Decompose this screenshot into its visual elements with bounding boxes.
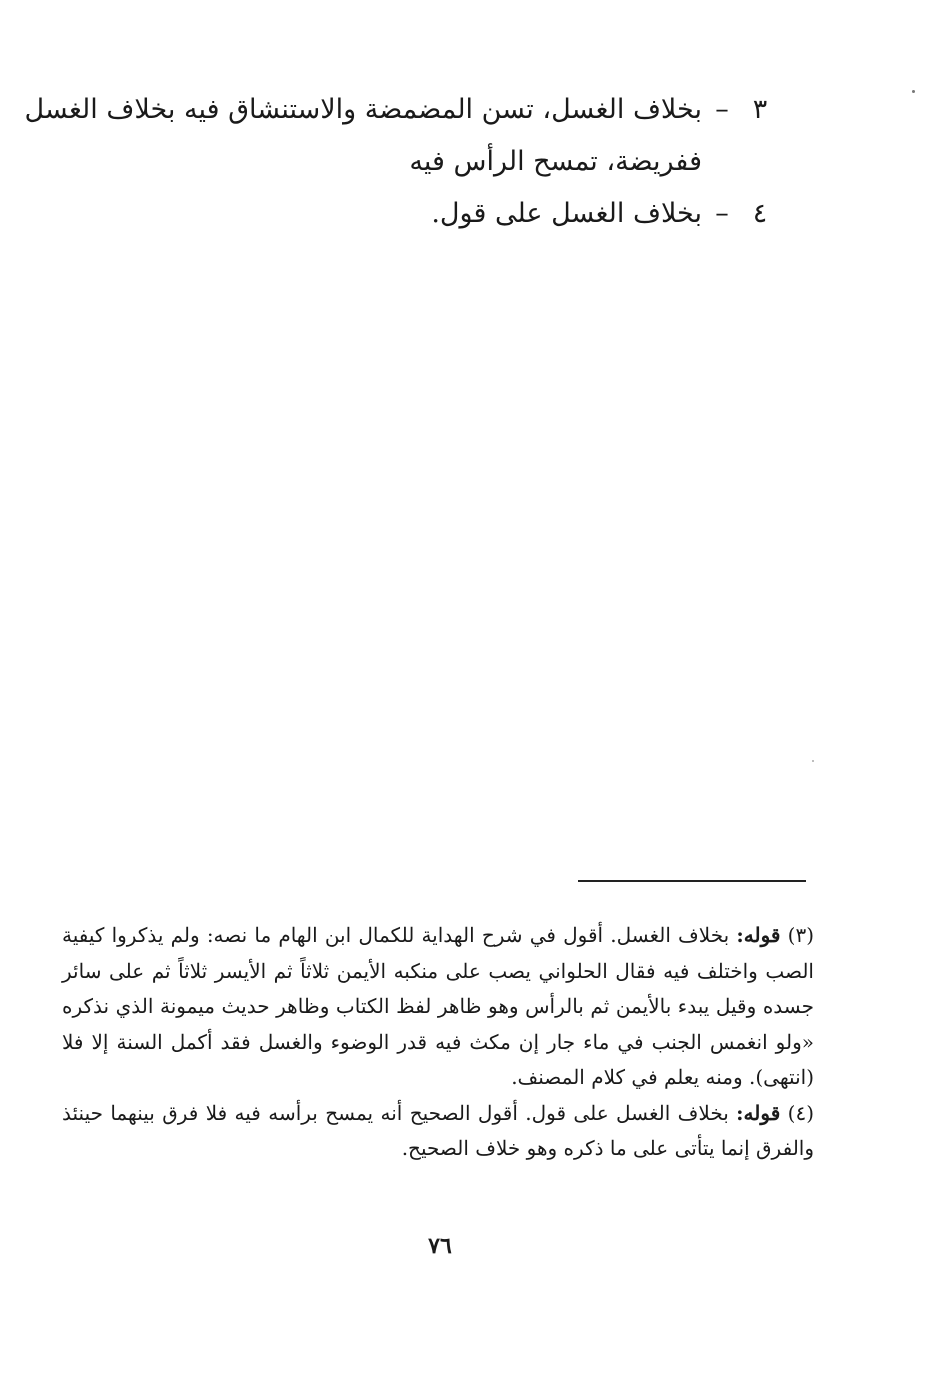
item-text: بخلاف الغسل، تسن المضمضة والاستنشاق فيه بخلاف الغسل [24, 94, 702, 125]
main-item-4-line1 [48, 188, 778, 240]
footnote-number: (٤) [787, 1100, 815, 1125]
footnote-text: بخلاف الغسل على قول. أقول الصحيح أنه يمسح برأسه فيه فلا فرق بينهما حينئذ والفرق إنما يتأتى على ما ذكره وهو خلاف الصحيح. [62, 1100, 814, 1160]
item-number: ٤ [752, 198, 768, 229]
footnote-3 [62, 918, 814, 1096]
footnote-separator [578, 880, 806, 882]
footnote-number: (٣) [787, 923, 815, 947]
main-item-3-line2 [48, 136, 778, 188]
scan-speck [812, 760, 814, 762]
footnote-keyword: قوله: [736, 1100, 781, 1125]
item-dash: – [715, 94, 729, 125]
item-text: بخلاف الغسل على قول. [431, 198, 702, 229]
footnote-text: بخلاف الغسل. أقول في شرح الهداية للكمال ابن الهام ما نصه: ولم يذكروا كيفية الصب واختلف فيه فقال الحلواني يصب على منكبه الأيمن ثلاثاً ثم الأيسر ثلاثاً ثم على سائر جسده وقيل يبدء بالأيمن ثم بالرأس وهو ظاهر لفظ الكتاب وظاهر حديث ميمونة الذي نذكره «ولو انغمس الجنب في ماء جار إن مكث فيه قدر الوضوء والغسل فقد أكمل السنة إلا فلا (انتهى). ومنه يعلم في كلام المصنف. [62, 923, 814, 1089]
footnote-4 [62, 1096, 814, 1167]
item-text-continuation: ففريضة، تمسح الرأس فيه [409, 146, 702, 177]
item-dash: – [715, 198, 729, 229]
scan-speck [912, 90, 915, 93]
main-text [24, 84, 778, 240]
page-number: ٧٦ [428, 1233, 452, 1259]
footnotes [62, 918, 814, 1167]
main-item-3-line1 [24, 84, 778, 136]
footnote-keyword: قوله: [736, 923, 781, 947]
item-number: ٣ [752, 94, 768, 125]
